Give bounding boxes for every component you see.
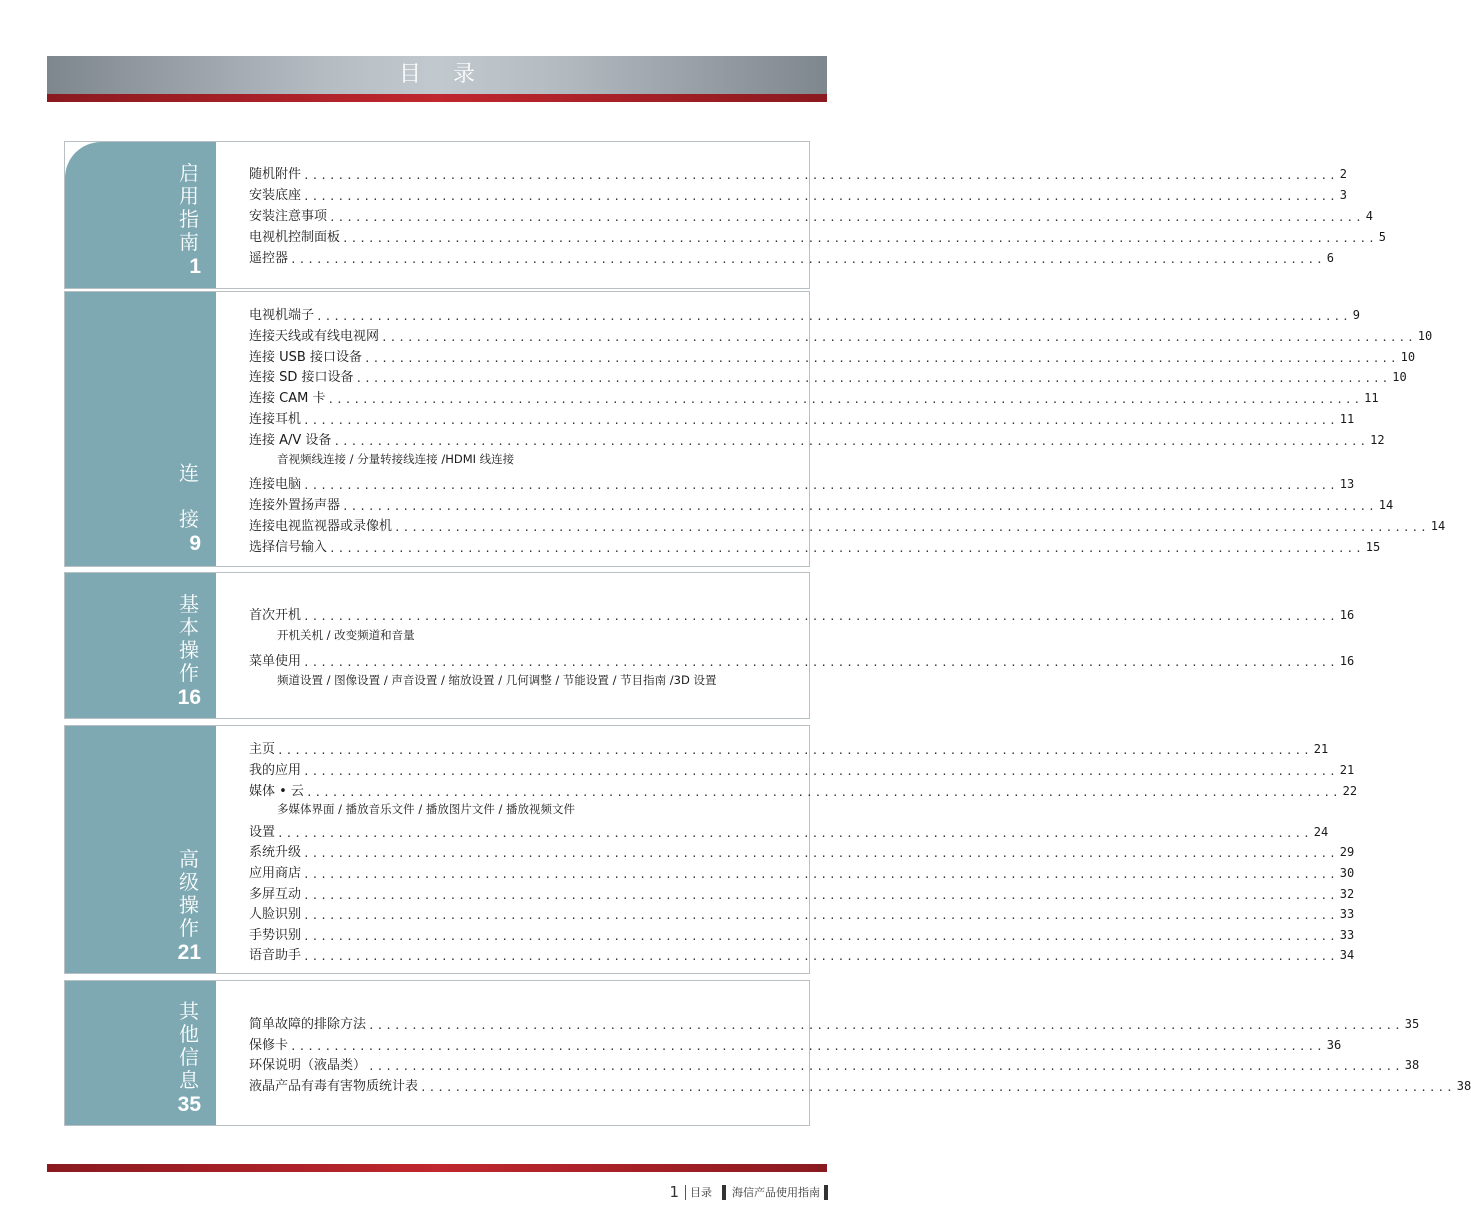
section-tab	[65, 726, 216, 973]
toc-entry-page: 21	[1313, 742, 1329, 756]
toc-entry-page: 35	[1404, 1017, 1420, 1031]
toc-entry-subtopics: 多媒体界面 / 播放音乐文件 / 播放图片文件 / 播放视频文件	[277, 802, 576, 816]
toc-entry-title: 环保说明（液晶类）	[249, 1058, 367, 1073]
section-start-page: 21	[177, 941, 201, 964]
toc-entry-subtopics: 音视频线连接 / 分量转接线连接 /HDMI 线连接	[277, 452, 515, 466]
toc-entry-page: 13	[1339, 477, 1355, 491]
tab-char: 高	[179, 847, 199, 871]
toc-entry-page: 33	[1339, 928, 1355, 942]
toc-entry[interactable]	[249, 429, 1385, 449]
toc-entry-subtopics: 开机关机 / 改变频道和音量	[277, 628, 415, 642]
toc-entry-page: 10	[1417, 329, 1433, 343]
leader-dots: ........................................................................................................................	[303, 414, 1338, 427]
section-tab	[65, 292, 216, 566]
toc-entry-title: 保修卡	[249, 1038, 289, 1053]
header-bar	[47, 56, 827, 94]
toc-entry[interactable]	[249, 325, 1433, 345]
toc-entry-page: 16	[1339, 654, 1355, 668]
leader-dots: ........................................................................................................................	[316, 310, 1351, 323]
leader-dots: ........................................................................................................................	[303, 656, 1338, 669]
leader-dots: ........................................................................................................................	[368, 1060, 1403, 1073]
section-tab-title	[177, 848, 201, 940]
leader-dots: ........................................................................................................................	[303, 950, 1338, 963]
toc-entry-title: 手势识别	[249, 928, 302, 943]
leader-dots: ........................................................................................................................	[303, 479, 1338, 492]
toc-entry-page: 12	[1370, 433, 1385, 447]
toc-entry[interactable]	[249, 821, 1329, 841]
toc-entry-title: 语音助手	[249, 948, 302, 963]
toc-entry-title: 电视机控制面板	[249, 230, 341, 245]
leader-dots: ........................................................................................................................	[303, 930, 1338, 943]
toc-entry-page: 9	[1352, 308, 1360, 322]
toc-entry-title: 设置	[249, 825, 276, 840]
toc-entry-page: 5	[1378, 230, 1386, 244]
toc-entry-page: 29	[1339, 845, 1355, 859]
section-start-page: 16	[177, 686, 201, 709]
toc-entry[interactable]	[249, 473, 1355, 493]
toc-entry-page: 2	[1339, 167, 1347, 181]
toc-entry[interactable]	[249, 738, 1329, 758]
toc-entry[interactable]	[249, 387, 1379, 407]
toc-section-basic-operation	[64, 572, 1355, 719]
footer-bar	[722, 1185, 726, 1200]
toc-entry[interactable]	[249, 883, 1355, 903]
toc-entry-page: 33	[1339, 907, 1355, 921]
toc-entry[interactable]	[249, 944, 1355, 964]
tab-char: 指	[179, 207, 199, 231]
toc-entry[interactable]	[249, 1013, 1420, 1033]
toc-entry-page: 3	[1339, 188, 1347, 202]
tab-char: 启	[179, 161, 199, 185]
tab-char: 作	[179, 916, 199, 940]
tab-char: 级	[179, 870, 199, 894]
toc-entry-page: 32	[1339, 887, 1355, 901]
toc-section-advanced-operation	[64, 725, 1358, 974]
footer-section-label: 目录	[690, 1186, 712, 1199]
page-footer	[669, 1183, 828, 1201]
header-red-stripe	[47, 94, 827, 102]
toc-entry[interactable]	[249, 924, 1355, 944]
tab-char: 信	[179, 1045, 199, 1069]
footer-bar	[824, 1185, 828, 1200]
footer-guide-label: 海信产品使用指南	[732, 1186, 820, 1199]
toc-entry-page: 38	[1456, 1079, 1471, 1093]
toc-entry-title: 液晶产品有毒有害物质统计表	[249, 1079, 419, 1094]
toc-entry[interactable]	[249, 1034, 1342, 1054]
leader-dots: ........................................................................................................................	[303, 868, 1338, 881]
tab-char: 操	[179, 893, 199, 917]
tab-char: 他	[179, 1022, 199, 1046]
toc-entry-title: 应用商店	[249, 866, 302, 881]
toc-entry-page: 10	[1392, 370, 1407, 384]
section-tab-title	[177, 1000, 201, 1092]
toc-entry-title: 连接 CAM 卡	[249, 391, 326, 406]
tab-char: 操	[179, 638, 199, 662]
toc-entry-title: 主页	[249, 742, 276, 757]
toc-entry-page: 6	[1326, 251, 1334, 265]
toc-section-start-guide	[64, 141, 1386, 289]
toc-entry-title: 安装底座	[249, 188, 302, 203]
toc-entry-page: 15	[1365, 540, 1381, 554]
toc-entry[interactable]	[249, 247, 1334, 267]
leader-dots: ........................................................................................................................	[333, 435, 1369, 448]
section-tab	[65, 142, 216, 288]
toc-entry-title: 连接电脑	[249, 477, 302, 492]
section-start-page: 35	[177, 1093, 201, 1116]
leader-dots: ........................................................................................................................	[277, 744, 1312, 757]
toc-entry-page: 16	[1339, 608, 1355, 622]
toc-entry-page: 10	[1400, 350, 1416, 364]
tab-char: 息	[179, 1068, 199, 1092]
toc-entry-title: 人脸识别	[249, 907, 302, 922]
toc-entry-title: 多屏互动	[249, 887, 302, 902]
footer-page-number: 1	[669, 1183, 679, 1201]
leader-dots: ........................................................................................................................	[394, 521, 1429, 534]
section-tab-title	[177, 462, 201, 531]
toc-entry[interactable]	[249, 346, 1416, 366]
tab-char: 基	[179, 592, 199, 616]
leader-dots: ........................................................................................................................	[368, 1019, 1403, 1032]
toc-entry[interactable]	[249, 604, 1355, 624]
toc-entry-title: 我的应用	[249, 763, 302, 778]
toc-entry-title: 随机附件	[249, 167, 302, 182]
section-start-page: 1	[189, 255, 201, 278]
section-start-page: 9	[189, 532, 201, 555]
toc-entry-page: 24	[1313, 825, 1329, 839]
toc-entry[interactable]	[249, 759, 1355, 779]
tab-char	[177, 485, 201, 508]
leader-dots: ........................................................................................................................	[381, 331, 1416, 344]
toc-entry-page: 36	[1326, 1038, 1342, 1052]
section-tab-title	[177, 593, 201, 685]
toc-entry-page: 11	[1339, 412, 1355, 426]
leader-dots: ........................................................................................................................	[303, 847, 1338, 860]
toc-entry[interactable]	[249, 304, 1360, 324]
toc-entry-title: 连接天线或有线电视网	[249, 329, 380, 344]
toc-entry-title: 连接 A/V 设备	[249, 433, 332, 448]
leader-dots: ........................................................................................................................	[303, 889, 1338, 902]
toc-entry-title: 安装注意事项	[249, 209, 328, 224]
footer-divider	[685, 1185, 686, 1200]
toc-entry-title: 遥控器	[249, 251, 289, 266]
toc-entry[interactable]	[249, 184, 1347, 204]
leader-dots: ........................................................................................................................	[329, 211, 1364, 224]
toc-entry[interactable]	[249, 536, 1381, 556]
toc-entry[interactable]	[249, 841, 1355, 861]
toc-entry-title: 简单故障的排除方法	[249, 1017, 367, 1032]
leader-dots: ........................................................................................................................	[342, 500, 1377, 513]
tab-char: 作	[179, 661, 199, 685]
toc-entry-page: 30	[1339, 866, 1355, 880]
toc-section-connect	[64, 291, 1446, 567]
toc-entry[interactable]	[249, 366, 1407, 386]
leader-dots: ........................................................................................................................	[303, 190, 1338, 203]
footer-red-stripe	[47, 1164, 827, 1172]
toc-entry-page: 4	[1365, 209, 1373, 223]
toc-entry-title: 连接电视监视器或录像机	[249, 519, 393, 534]
leader-dots: ........................................................................................................................	[303, 169, 1338, 182]
tab-char: 其	[179, 999, 199, 1023]
toc-entry-title: 首次开机	[249, 608, 302, 623]
section-tab-title	[177, 162, 201, 254]
section-tab	[65, 573, 216, 718]
toc-entry[interactable]	[249, 205, 1373, 225]
leader-dots: ........................................................................................................................	[327, 393, 1363, 406]
toc-entry-title: 菜单使用	[249, 654, 302, 669]
section-tab	[65, 981, 216, 1125]
toc-section-other-info	[64, 980, 1471, 1126]
toc-entry-title: 连接 SD 接口设备	[249, 370, 354, 385]
toc-entry-page: 34	[1339, 948, 1355, 962]
toc-entry-page: 21	[1339, 763, 1355, 777]
toc-entry[interactable]	[249, 163, 1347, 183]
leader-dots: ........................................................................................................................	[290, 253, 1325, 266]
leader-dots: ........................................................................................................................	[277, 827, 1312, 840]
tab-char: 连	[179, 461, 199, 485]
toc-entry[interactable]	[249, 515, 1446, 535]
toc-entry-title: 媒体 • 云	[249, 784, 304, 799]
toc-entry[interactable]	[249, 494, 1394, 514]
toc-entry-page: 14	[1378, 498, 1394, 512]
page-title: 目录	[398, 62, 507, 87]
leader-dots: ........................................................................................................................	[305, 786, 1341, 799]
toc-entry-page: 14	[1430, 519, 1446, 533]
leader-dots: ........................................................................................................................	[420, 1081, 1455, 1094]
toc-entry[interactable]	[249, 862, 1355, 882]
leader-dots: ........................................................................................................................	[329, 542, 1364, 555]
toc-entry-page: 11	[1364, 391, 1379, 405]
toc-entry[interactable]	[249, 1075, 1471, 1095]
tab-char: 南	[179, 230, 199, 254]
toc-entry-page: 38	[1404, 1058, 1420, 1072]
toc-entry[interactable]	[249, 650, 1355, 670]
leader-dots: ........................................................................................................................	[355, 372, 1391, 385]
leader-dots: ........................................................................................................................	[303, 765, 1338, 778]
tab-char: 本	[179, 615, 199, 639]
toc-entry-title: 连接 USB 接口设备	[249, 350, 362, 365]
leader-dots: ........................................................................................................................	[363, 352, 1399, 365]
toc-entry[interactable]	[249, 780, 1358, 800]
toc-entry-title: 电视机端子	[249, 308, 315, 323]
toc-entry[interactable]	[249, 226, 1386, 246]
toc-entry[interactable]	[249, 408, 1355, 428]
toc-entry-page: 22	[1342, 784, 1358, 798]
toc-entry[interactable]	[249, 903, 1355, 923]
toc-entry[interactable]	[249, 1054, 1420, 1074]
toc-entry-title: 选择信号输入	[249, 540, 328, 555]
toc-entry-title: 连接耳机	[249, 412, 302, 427]
tab-char: 用	[179, 184, 199, 208]
leader-dots: ........................................................................................................................	[303, 909, 1338, 922]
leader-dots: ........................................................................................................................	[303, 610, 1338, 623]
leader-dots: ........................................................................................................................	[342, 232, 1377, 245]
toc-entry-subtopics: 频道设置 / 图像设置 / 声音设置 / 缩放设置 / 几何调整 / 节能设置 / 节目指南 /3D 设置	[277, 673, 717, 687]
toc-entry-title: 系统升级	[249, 845, 302, 860]
tab-char: 接	[179, 507, 199, 531]
leader-dots: ........................................................................................................................	[290, 1040, 1325, 1053]
toc-entry-title: 连接外置扬声器	[249, 498, 341, 513]
